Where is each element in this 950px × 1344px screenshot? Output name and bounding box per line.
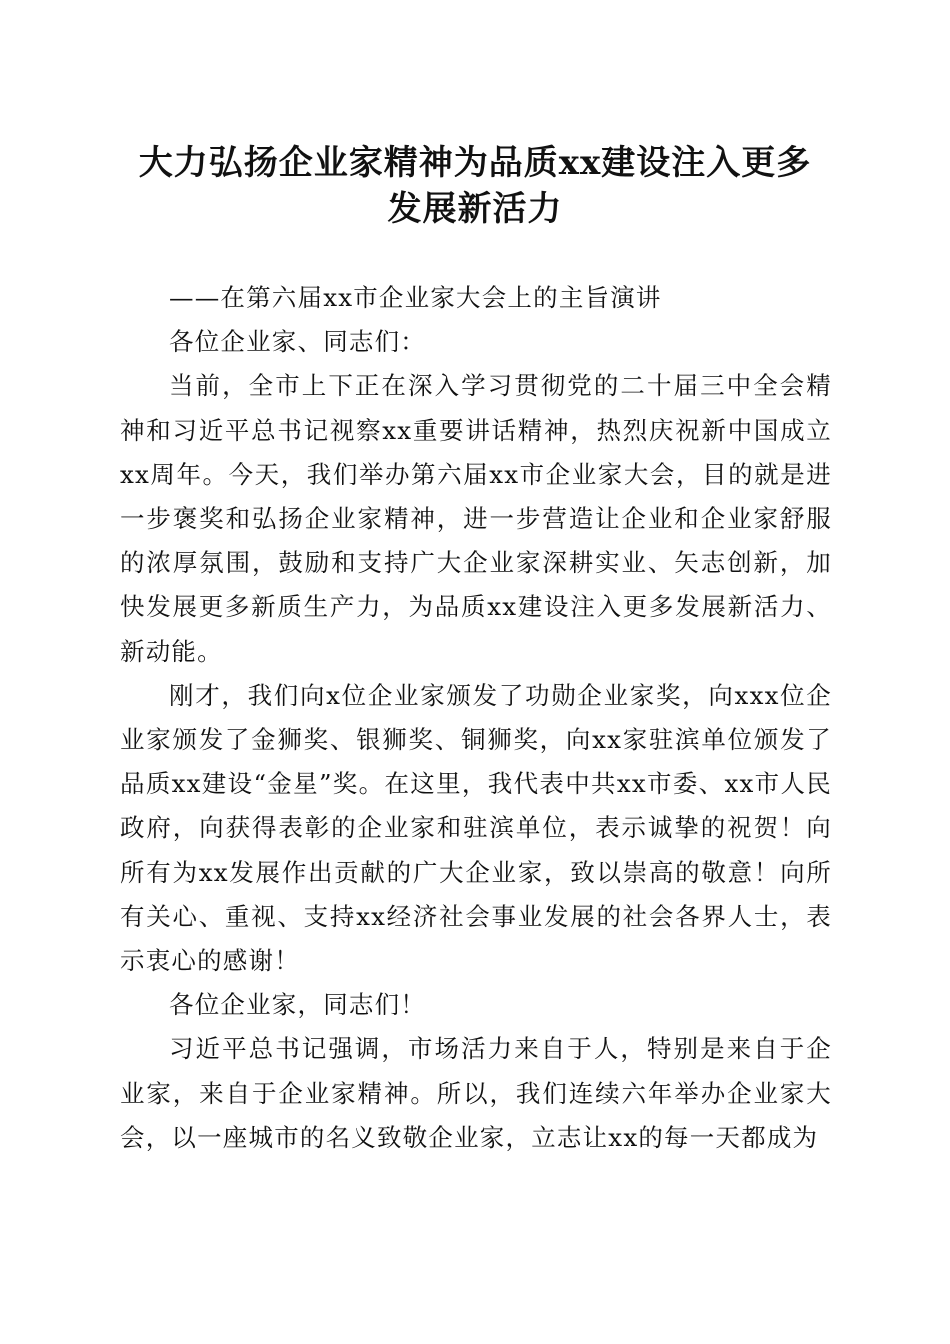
body-paragraph: 刚才，我们向x位企业家颁发了功勋企业家奖，向xxx位企业家颁发了金狮奖、银狮奖、铜狮奖，向xx家驻滨单位颁发了品质xx建设“金星”奖。在这里，我代表中共xx市委、xx市人民政府，向获得表彰的企业家和驻滨单位，表示诚挚的祝贺！向所有为xx发展作出贡献的广大企业家，致以崇高的敬意！向所有关心、重视、支持xx经济社会事业发展的社会各界人士，表示衷心的感谢！ [120, 680, 832, 976]
document-body [120, 276, 832, 1160]
body-paragraph: 当前，全市上下正在深入学习贯彻党的二十届三中全会精神和习近平总书记视察xx重要讲话精神，热烈庆祝新中国成立xx周年。今天，我们举办第六届xx市企业家大会，目的就是进一步褒奖和弘扬企业家精神，进一步营造让企业和企业家舒服的浓厚氛围，鼓励和支持广大企业家深耕实业、矢志创新，加快发展更多新质生产力，为品质xx建设注入更多发展新活力、新动能。 [120, 371, 832, 666]
document-title-line-1: 大力弘扬企业家精神为品质xx建设注入更多 [138, 143, 812, 183]
body-paragraph: 习近平总书记强调，市场活力来自于人，特别是来自于企业家，来自于企业家精神。所以，我们连续六年举办企业家大会，以一座城市的名义致敬企业家，立志让xx的每一天都成为 [120, 1034, 832, 1152]
salutation: 各位企业家，同志们！ [169, 990, 426, 1020]
speech-subtitle: ——在第六届xx市企业家大会上的主旨演讲 [169, 283, 662, 312]
document-title-line-2: 发展新活力 [387, 189, 563, 229]
salutation: 各位企业家、同志们： [169, 327, 426, 357]
